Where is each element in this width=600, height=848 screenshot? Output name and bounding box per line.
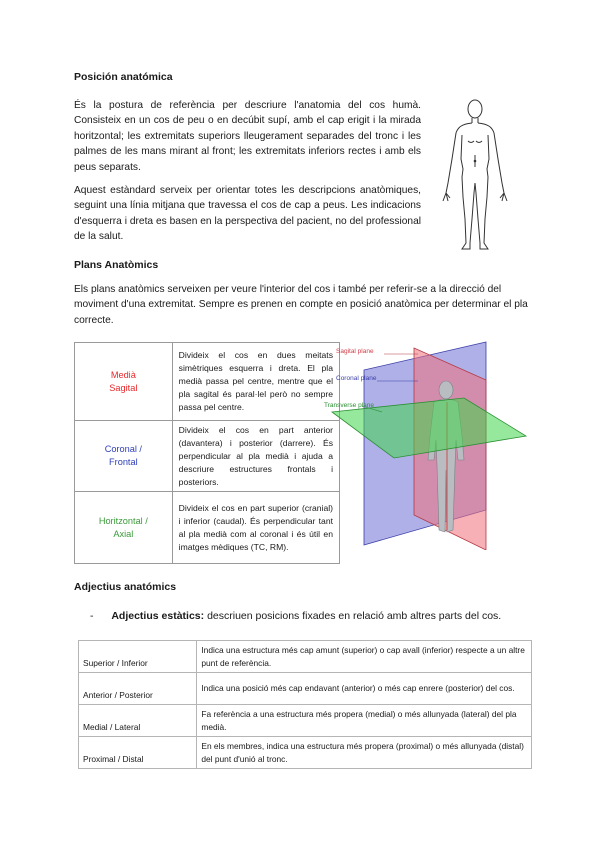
table-row — [79, 673, 532, 705]
plane-label-line2: Frontal — [109, 457, 138, 467]
bullet-dash: - — [90, 610, 94, 622]
definition-cell: Indica una estructura més cap amunt (superior) o cap avall (inferior) respecte a un altre punt de referència. — [197, 641, 532, 673]
paragraph-plans-intro: Els plans anatòmics serveixen per veure l'interior del cos i també per referir-se a la direcció del moviment d'una extremitat. Sempre es prenen en compte en posició anatòmica per determinar el pla correcte. — [74, 284, 528, 326]
transverse-plane-label: Transverse plane — [324, 402, 374, 409]
term-cell: Proximal / Distal — [79, 737, 197, 769]
definition-cell: Fa referència a una estructura més propera (medial) o més allunyada (lateral) del pla medià. — [197, 705, 532, 737]
term-cell: Anterior / Posterior — [79, 673, 197, 705]
plane-label-coronal — [75, 421, 173, 492]
anatomical-planes-diagram — [322, 340, 532, 550]
section-title-adjectius: Adjectius anatómics — [74, 581, 177, 593]
plane-row-horizontal — [75, 492, 340, 564]
bullet-text: descriuen posicions fixades en relació amb altres parts del cos. — [207, 610, 502, 622]
bullet-label: Adjectius estàtics: — [111, 610, 205, 622]
sagital-plane-label: Sagital plane — [336, 348, 374, 355]
plane-description: Divideix el cos en part superior (cranial) i inferior (caudal). És perpendicular tant al pla medià com al coronal i és útil en imatges mèdiques (TC, RM). — [172, 492, 339, 564]
paragraph-anatomical-position: És la postura de referència per descriure l'anatomia del cos humà. Consisteix en un cos de peu o en decúbit supí, amb el cap erigit i la mirada horitzontal; les extremitats superiors lleugerament separades del tronc i les palmes de les mans mirant al front; les extremitats inferiors rectes i amb els peus separats. — [74, 100, 421, 173]
definition-cell: En els membres, indica una estructura més propera (proximal) o més allunyada (distal) del punt d'unió al tronc. — [197, 737, 532, 769]
table-row — [79, 641, 532, 673]
plane-row-coronal — [75, 421, 340, 492]
plane-label-horizontal — [75, 492, 173, 564]
plane-label-line1: Coronal / — [104, 444, 142, 454]
plane-row-sagital — [75, 343, 340, 421]
table-row — [79, 705, 532, 737]
adjectives-table — [78, 640, 532, 769]
plane-label-line1: Medià — [110, 369, 136, 380]
bullet-item-static — [90, 610, 501, 622]
term-cell: Medial / Lateral — [79, 705, 197, 737]
section-title-plans: Plans Anatòmics — [74, 259, 159, 271]
plane-label-line2: Sagital — [109, 382, 138, 393]
table-row — [79, 737, 532, 769]
plane-label-line1: Horitzontal / — [98, 515, 148, 526]
term-cell: Superior / Inferior — [79, 641, 197, 673]
section-title-posicion: Posición anatómica — [74, 71, 173, 83]
plane-label-line2: Axial — [113, 528, 134, 539]
anatomical-position-figure — [432, 97, 518, 257]
plane-description: Divideix el cos en dues meitats simètriques esquerra i dreta. El pla medià passa pel centre, mentre que el pla sagital és paral·lel però no sempre passa pel centre. — [172, 343, 339, 421]
definition-cell: Indica una posició més cap endavant (anterior) o més cap enrere (posterior) del cos. — [197, 673, 532, 705]
plane-label-sagital — [75, 343, 173, 421]
paragraph-anatomical-standard: Aquest estàndard serveix per orientar totes les descripcions anatòmiques, seguint una línia mitjana que travessa el cos de cap a peus. Les indicacions d'esquerra i dreta es basen en la perspectiva del pacient, no del professional de la salut. — [74, 185, 421, 243]
coronal-plane-label: Coronal plane — [336, 375, 377, 382]
plane-description: Divideix el cos en part anterior (davantera) i posterior (darrere). És perpendicular al pla medià i ajuda a descriure estructures frontals i posteriors. — [172, 421, 339, 492]
planes-table — [74, 342, 340, 564]
